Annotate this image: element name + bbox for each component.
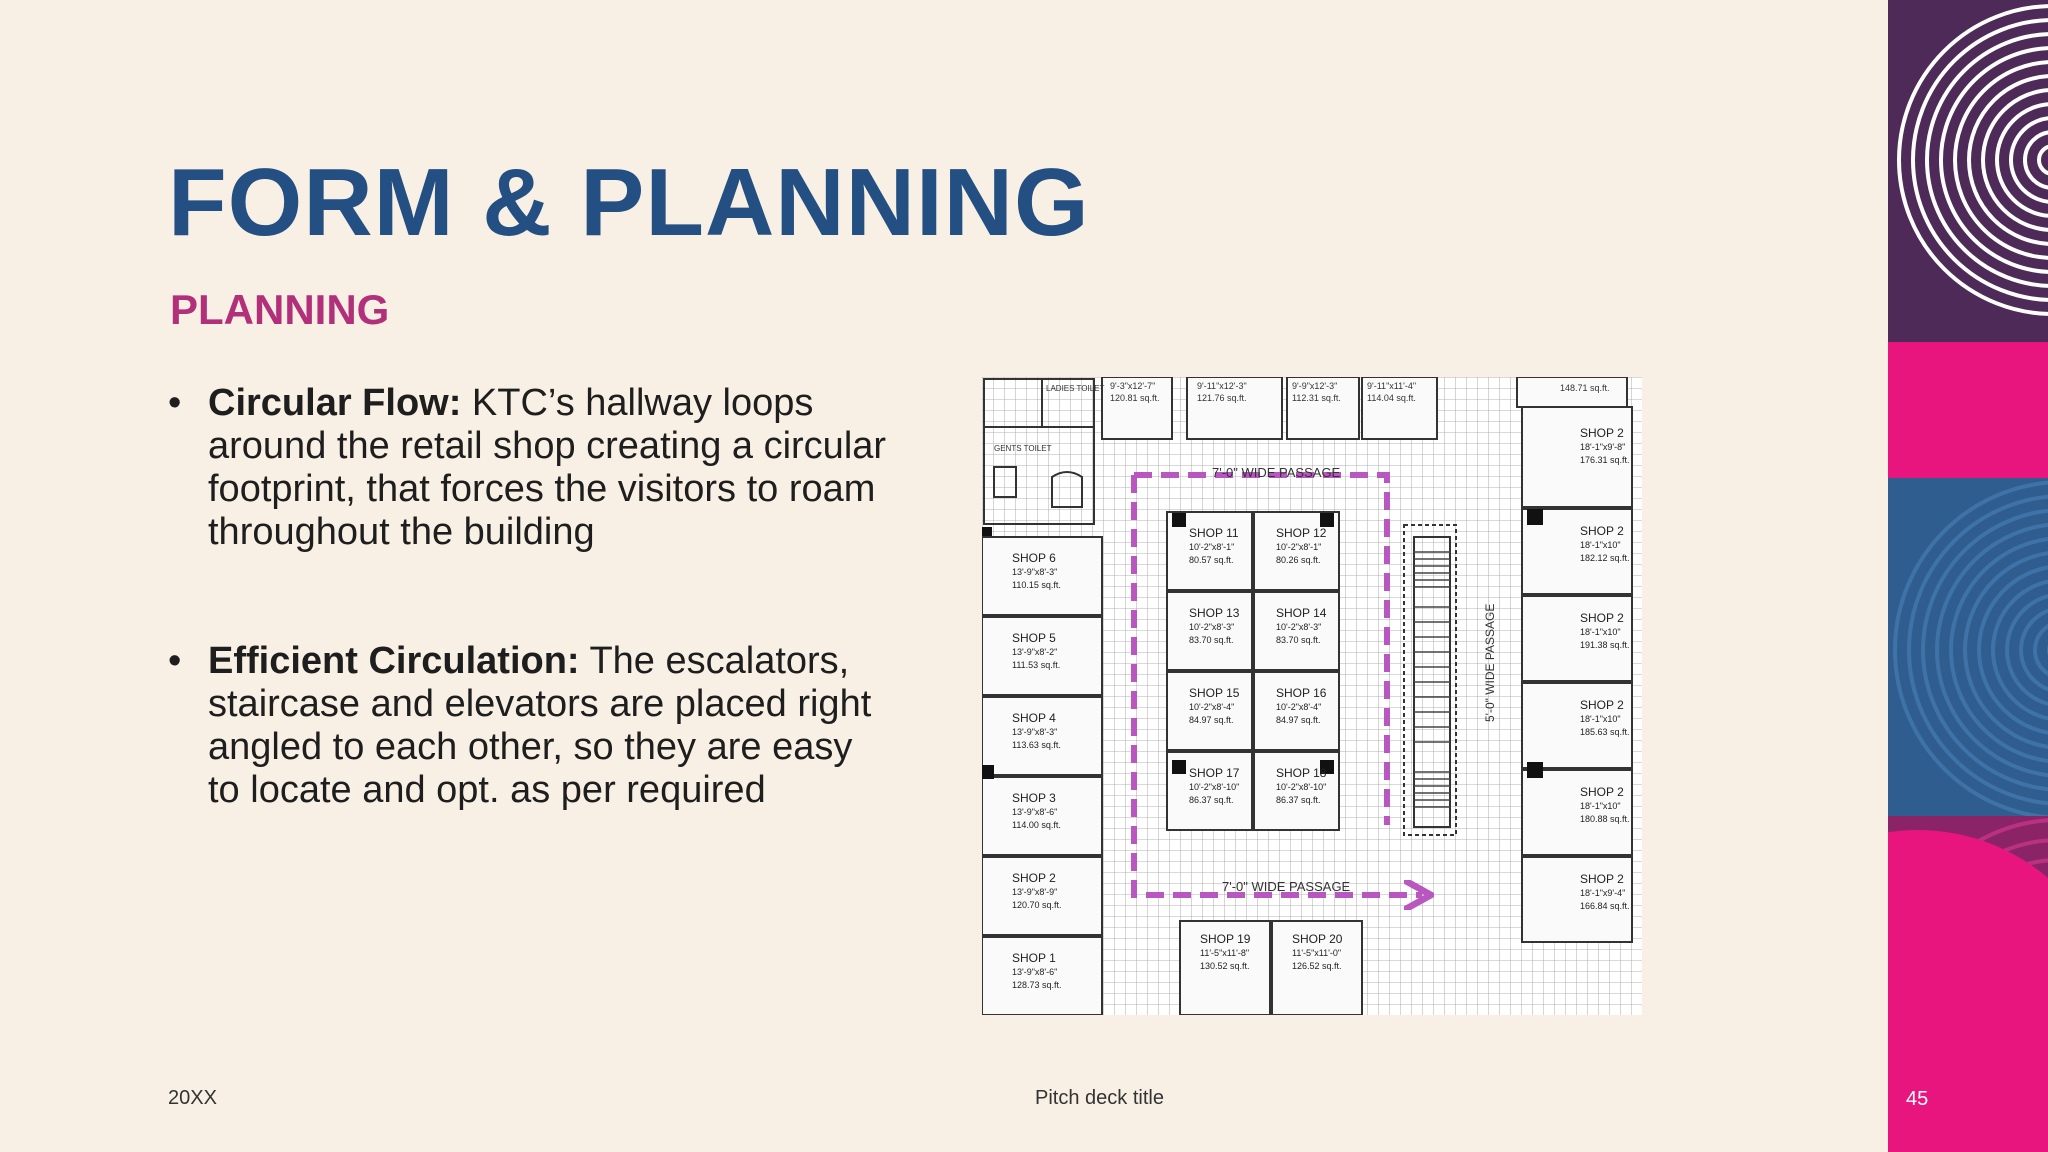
- shop-dim: 13'-9"x8'-3": [1012, 567, 1058, 577]
- bullet-text: KTC’s hallway loops around the retail shop creating a circular footprint, that forces the visitors to roam throughout the building: [208, 382, 887, 553]
- shop-area: 185.63 sq.ft.: [1580, 727, 1630, 737]
- shop-dim: 18'-1"x10": [1580, 627, 1621, 637]
- shop-area: 86.37 sq.ft.: [1189, 795, 1234, 805]
- toilet-label: GENTS TOILET: [994, 444, 1052, 453]
- shop-area: 182.12 sq.ft.: [1580, 553, 1630, 563]
- shop-dim: 9'-11"x12'-3": [1197, 381, 1247, 391]
- shop-area: 180.88 sq.ft.: [1580, 814, 1630, 824]
- shop-dim: 10'-2"x8'-10": [1276, 782, 1327, 792]
- footer-deck-title: Pitch deck title: [1035, 1087, 1164, 1109]
- passage-label-top: 7'-0" WIDE PASSAGE: [1212, 465, 1341, 480]
- bullet-lead: Efficient Circulation:: [208, 640, 580, 682]
- shop-name: SHOP 19: [1200, 932, 1251, 946]
- bullet-item-efficient-circulation: [168, 640, 888, 812]
- shop-name: SHOP 2: [1580, 698, 1624, 712]
- shop-name: SHOP 2: [1580, 872, 1624, 886]
- shop-name: SHOP 12: [1276, 526, 1327, 540]
- shop-area: 120.81 sq.ft.: [1110, 393, 1160, 403]
- shop-name: SHOP 20: [1292, 932, 1343, 946]
- shop-area: 120.70 sq.ft.: [1012, 900, 1062, 910]
- shop-dim: 18'-1"x9'-8": [1580, 442, 1626, 452]
- shop-area: 83.70 sq.ft.: [1189, 635, 1234, 645]
- passage-label-right: 5'-0" WIDE PASSAGE: [1483, 603, 1497, 722]
- shop-area: 166.84 sq.ft.: [1580, 901, 1630, 911]
- decorative-side-art: [1888, 0, 2048, 1152]
- shop-area: 126.52 sq.ft.: [1292, 961, 1342, 971]
- shop-dim: 10'-2"x8'-1": [1276, 542, 1322, 552]
- shop-dim: 10'-2"x8'-3": [1276, 622, 1322, 632]
- shop-area: 111.53 sq.ft.: [1012, 660, 1061, 670]
- page-number: 45: [1906, 1088, 1929, 1110]
- shop-name: SHOP 5: [1012, 631, 1056, 645]
- passage-label-bottom: 7'-0" WIDE PASSAGE: [1222, 879, 1351, 894]
- shop-dim: 10'-2"x8'-1": [1189, 542, 1235, 552]
- bullet-dot: •: [168, 640, 182, 682]
- shop-area: 83.70 sq.ft.: [1276, 635, 1321, 645]
- shop-dim: 13'-9"x8'-6": [1012, 807, 1058, 817]
- shop-name: SHOP 14: [1276, 606, 1327, 620]
- bullet-text: The escalators, staircase and elevators are placed right angled to each other, so they are easy to locate and opt. as per required: [208, 640, 872, 811]
- shop-area: 121.76 sq.ft.: [1197, 393, 1247, 403]
- shop-dim: 13'-9"x8'-6": [1012, 967, 1058, 977]
- shop-dim: 11'-5"x11'-0": [1292, 948, 1342, 958]
- shop-area: 84.97 sq.ft.: [1189, 715, 1234, 725]
- shop-dim: 18'-1"x10": [1580, 714, 1621, 724]
- shop-name: SHOP 6: [1012, 551, 1056, 565]
- shop-name: SHOP 18: [1276, 766, 1327, 780]
- shop-name: SHOP 11: [1189, 526, 1239, 540]
- shop-area: 110.15 sq.ft.: [1012, 580, 1061, 590]
- shop-area: 128.73 sq.ft.: [1012, 980, 1062, 990]
- floor-plan: [982, 377, 1642, 1015]
- bullet-item-circular-flow: [168, 382, 888, 554]
- shop-dim: 13'-9"x8'-3": [1012, 727, 1058, 737]
- shop-dim: 18'-1"x10": [1580, 540, 1621, 550]
- shop-dim: 11'-5"x11'-8": [1200, 948, 1250, 958]
- shop-area: 130.52 sq.ft.: [1200, 961, 1250, 971]
- shop-name: SHOP 2: [1580, 524, 1624, 538]
- shop-name: SHOP 2: [1580, 611, 1624, 625]
- shop-dim: 9'-9"x12'-3": [1292, 381, 1338, 391]
- shop-dim: 13'-9"x8'-2": [1012, 647, 1058, 657]
- bullet-lead: Circular Flow:: [208, 382, 462, 424]
- shop-area: 114.00 sq.ft.: [1012, 820, 1061, 830]
- shop-area: 80.26 sq.ft.: [1276, 555, 1321, 565]
- shop-dim: 10'-2"x8'-3": [1189, 622, 1235, 632]
- shop-area: 148.71 sq.ft.: [1560, 383, 1610, 393]
- slide-subtitle: PLANNING: [170, 286, 390, 333]
- shop-name: SHOP 4: [1012, 711, 1056, 725]
- shop-area: 114.04 sq.ft.: [1367, 393, 1416, 403]
- slide-title: FORM & PLANNING: [168, 149, 1090, 256]
- shop-name: SHOP 2: [1580, 785, 1624, 799]
- shop-dim: 10'-2"x8'-4": [1189, 702, 1235, 712]
- shop-area: 86.37 sq.ft.: [1276, 795, 1321, 805]
- shop-area: 112.31 sq.ft.: [1292, 393, 1341, 403]
- shop-name: SHOP 17: [1189, 766, 1240, 780]
- shop-name: SHOP 2: [1012, 871, 1056, 885]
- shop-area: 191.38 sq.ft.: [1580, 640, 1630, 650]
- shop-name: SHOP 2: [1580, 426, 1624, 440]
- toilet-label: LADIES TOILET: [1046, 384, 1105, 393]
- shop-area: 84.97 sq.ft.: [1276, 715, 1321, 725]
- shop-dim: 18'-1"x10": [1580, 801, 1621, 811]
- shop-dim: 9'-11"x11'-4": [1367, 381, 1417, 391]
- shop-name: SHOP 16: [1276, 686, 1327, 700]
- shop-dim: 13'-9"x8'-9": [1012, 887, 1058, 897]
- shop-name: SHOP 3: [1012, 791, 1056, 805]
- shop-area: 80.57 sq.ft.: [1189, 555, 1234, 565]
- shop-area: 176.31 sq.ft.: [1580, 455, 1630, 465]
- shop-name: SHOP 1: [1012, 951, 1056, 965]
- shop-area: 113.63 sq.ft.: [1012, 740, 1061, 750]
- shop-name: SHOP 15: [1189, 686, 1240, 700]
- shop-dim: 9'-3"x12'-7": [1110, 381, 1156, 391]
- footer-year: 20XX: [168, 1087, 217, 1109]
- shop-name: SHOP 13: [1189, 606, 1240, 620]
- shop-dim: 10'-2"x8'-10": [1189, 782, 1240, 792]
- bullet-dot: •: [168, 382, 182, 424]
- shop-dim: 10'-2"x8'-4": [1276, 702, 1322, 712]
- bullet-list: [168, 382, 888, 812]
- shop-dim: 18'-1"x9'-4": [1580, 888, 1626, 898]
